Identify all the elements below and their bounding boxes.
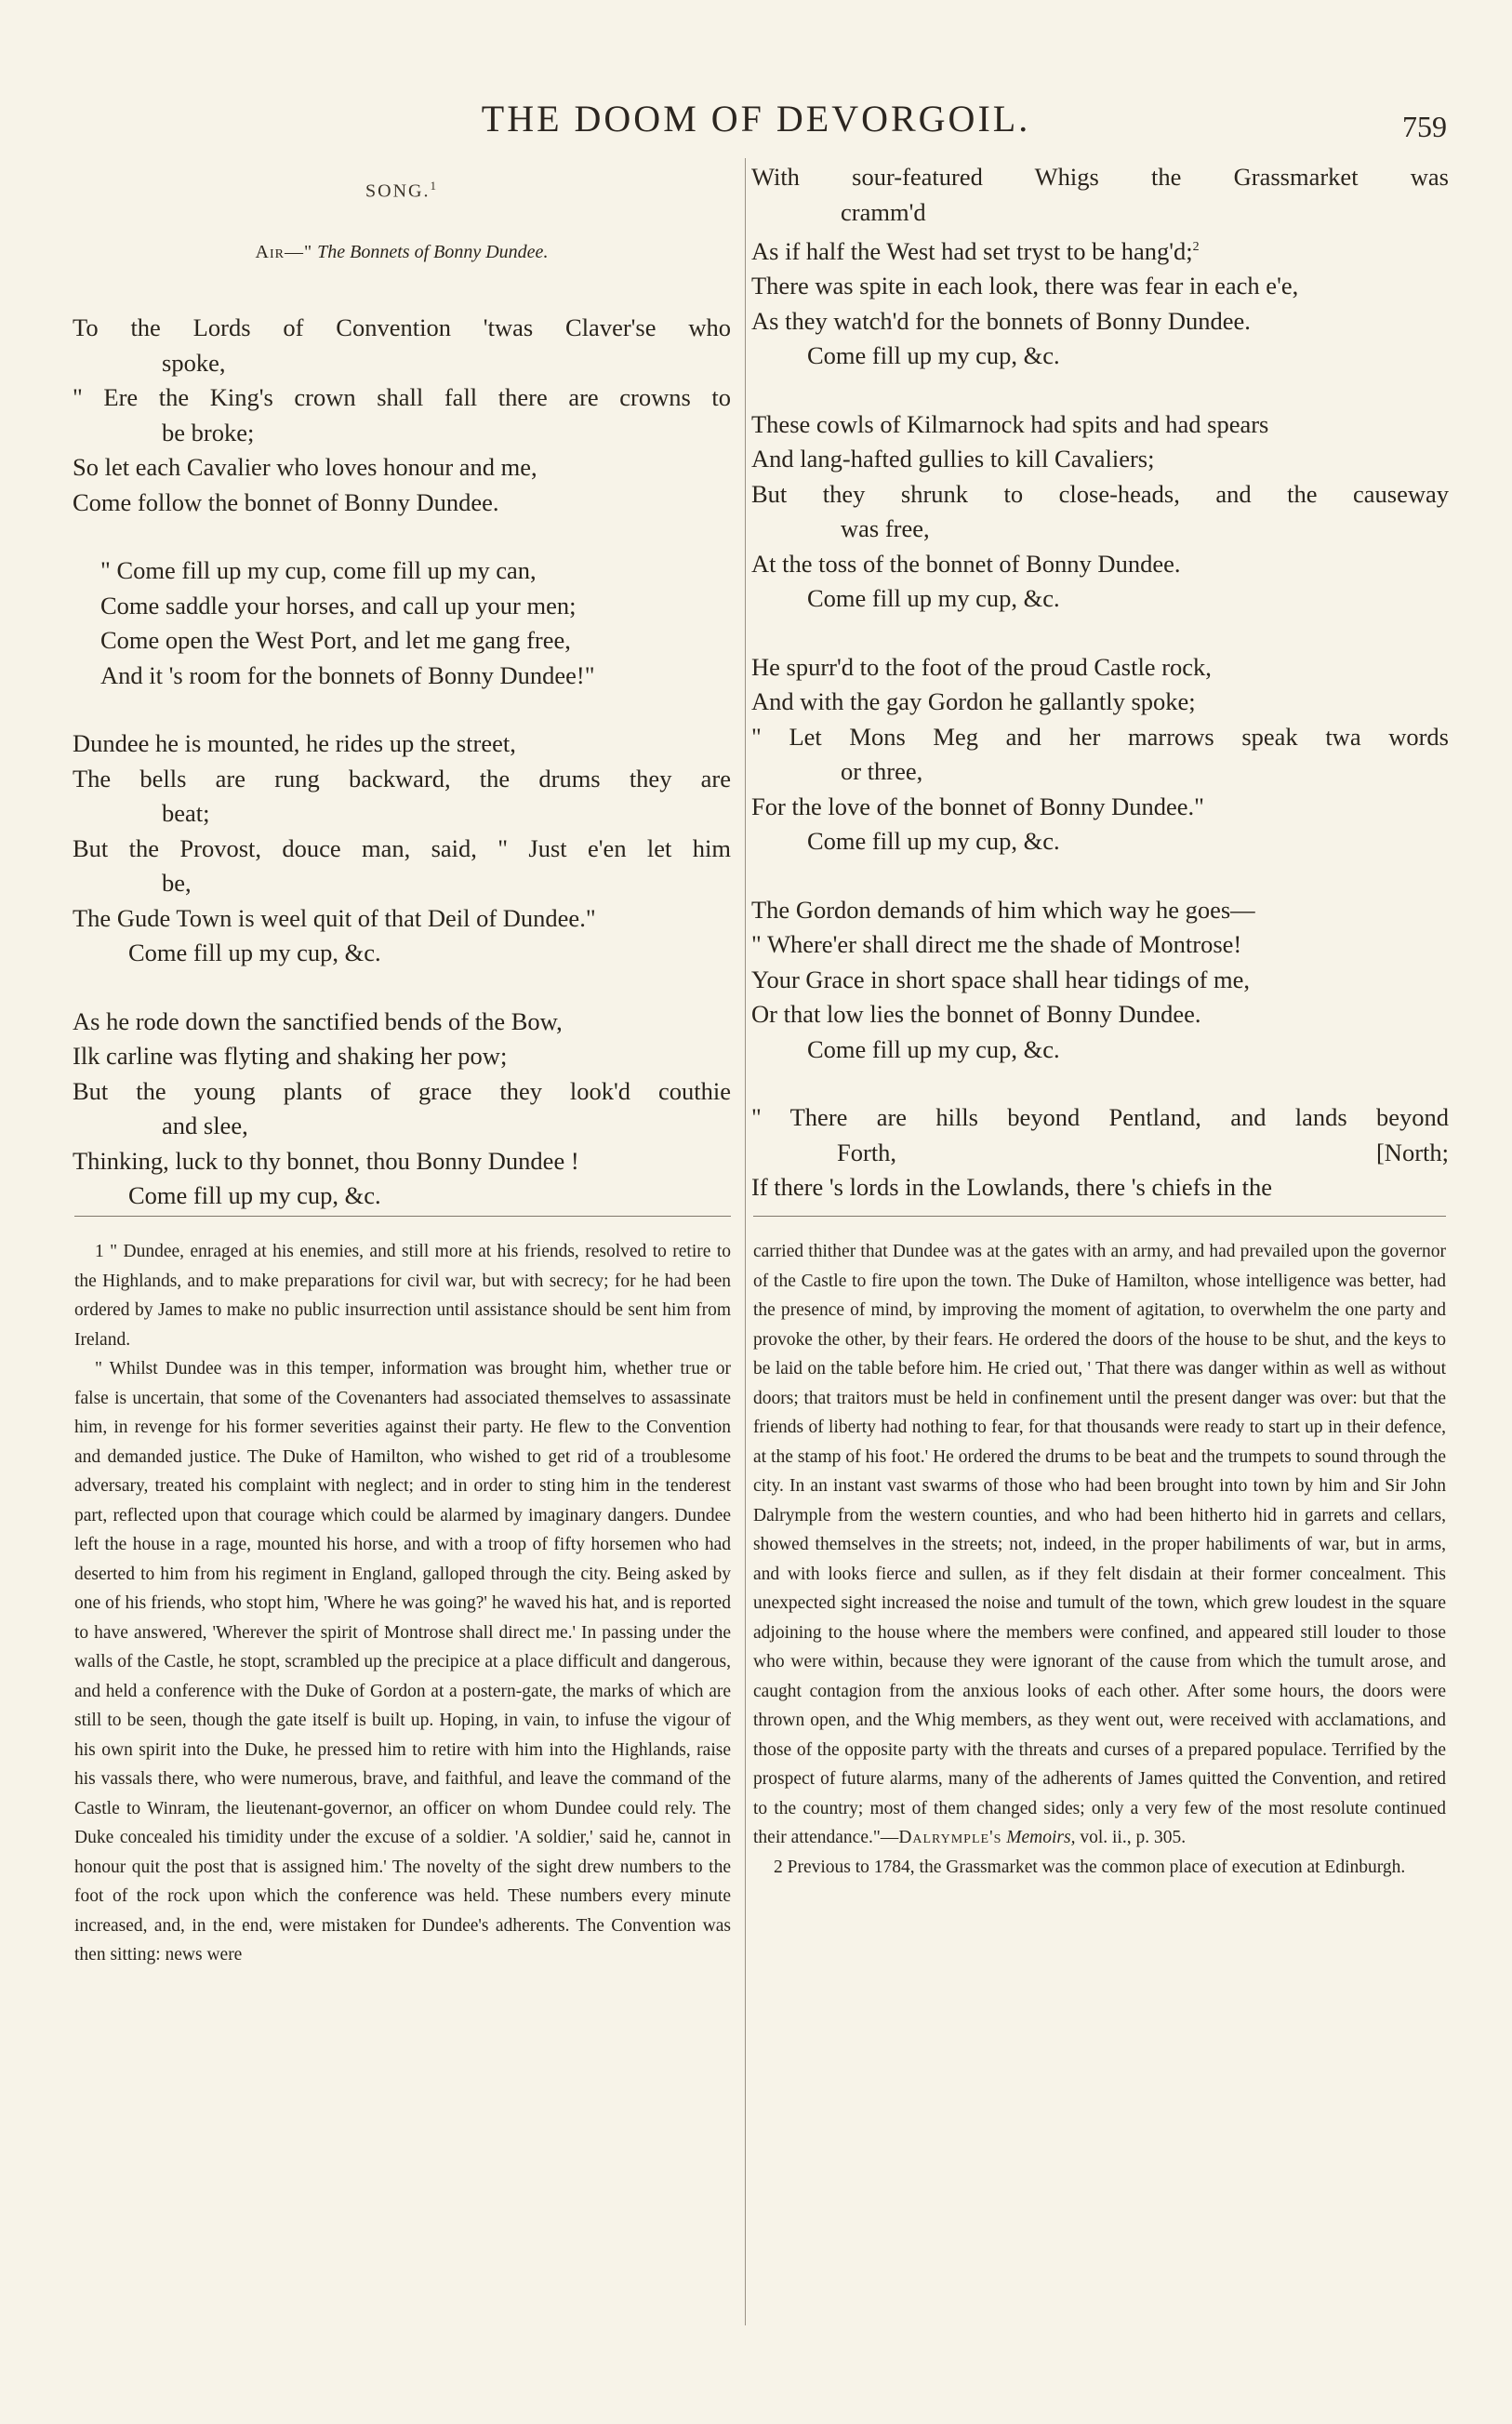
verse-line: " There are hills beyond Pentland, and lands beyond <box>751 1103 1449 1132</box>
verse-line: Ilk carline was flyting and shaking her pow; <box>73 1042 508 1070</box>
verse-line: He spurr'd to the foot of the proud Castle rock, <box>751 652 1212 681</box>
air-line <box>73 242 731 273</box>
verse-line: At the toss of the bonnet of Bonny Dundee. <box>751 549 1181 578</box>
verse-line: And lang-hafted gullies to kill Cavaliers; <box>751 445 1155 473</box>
verse-line: spoke, <box>162 348 226 377</box>
verse-line: Or that low lies the bonnet of Bonny Dundee. <box>751 1000 1201 1029</box>
verse-line: " Where'er shall direct me the shade of Montrose! <box>751 930 1242 959</box>
verse-line: " Come fill up my cup, come fill up my can, <box>100 556 537 584</box>
footnote-mark: 2 <box>1192 240 1200 254</box>
verse-line: cramm'd <box>841 197 926 226</box>
footnotes-right <box>753 1237 1446 1882</box>
verse-line: But the Provost, douce man, said, " Just e'en let him <box>73 833 731 862</box>
verse-line: So let each Cavalier who loves honour and me, <box>73 453 537 481</box>
verse <box>73 553 731 693</box>
verse-line: As he rode down the sanctified bends of the Bow, <box>73 1006 563 1035</box>
verse-line: The bells are rung backward, the drums they are <box>73 764 731 792</box>
verse-line: Come fill up my cup, &c. <box>807 341 1060 370</box>
verse-line: As they watch'd for the bonnets of Bonny Dundee. <box>751 306 1251 335</box>
footnote-citation: vol. ii., p. 305. <box>1080 1828 1187 1847</box>
footnote-text: carried thither that Dundee was at the gates with an army, and had prevailed upon the governor of the Castle to fire upon the town. The Duke of Hamilton, whose intelligence was better, had the presence of mind, by improving the moment of agitation, to overwhelm the one party and provoke the other, by their fears. He ordered the doors of the house to be shut, and the keys to be laid on the table before him. He cried out, ' That there was danger within as well as without doors; that traitors must be held in confinement until the present danger was over: but that the friends of liberty had nothing to fear, for that thousands were ready to start up in their defence, at the stamp of his foot.' He ordered the drums to be beat and the trumpets to sound through the city. In an instant vast swarms of those who had been brought into town by him and Sir John Dalrymple from the western counties, and who had been hitherto hid in garrets and cellars, showed themselves in the streets; not, indeed, in the proper habiliments of war, but in arms, and with looks fierce and sullen, as if they felt disdain at their former concealment. This unexpected sight increased the noise and tumult of the town, which grew loudest in the square adjoining to the house where the members were confined, and appeared still louder to those who were within, because they were ignorant of the cause from which the tumult arose, and caught contagion from the anxious looks of each other. After some hours, the doors were thrown open, and the Whig members, as they went out, were received with acclamations, and those of the opposite party with the threats and curses of a prepared populace. Terrified by the prospect of future alarms, many of the adherents of James quitted the Convention, and retired to the country; most of them changed sides; only a very few of the most resolute continued their attendance."— <box>753 1242 1446 1847</box>
verse-line: For the love of the bonnet of Bonny Dundee." <box>751 792 1204 820</box>
verse-line: " Ere the King's crown shall fall there are crowns to <box>73 383 731 411</box>
footnote-rule-left <box>74 1216 731 1217</box>
verse <box>73 726 731 971</box>
footnote-work-title: Memoirs, <box>1006 1828 1076 1847</box>
verse-line: Your Grace in short space shall hear tidings of me, <box>751 965 1251 993</box>
verse-line: Come fill up my cup, &c. <box>128 1181 381 1209</box>
verse-line: Thinking, luck to thy bonnet, thou Bonny Dundee ! <box>73 1146 579 1175</box>
running-title: THE DOOM OF DEVORGOIL. <box>481 98 1031 140</box>
verse <box>751 893 1449 1068</box>
song-heading-footnote-mark: 1 <box>430 179 438 193</box>
verse-line: Come fill up my cup, &c. <box>807 827 1060 856</box>
page-number: 759 <box>1402 110 1447 143</box>
air-title: The Bonnets of Bonny Dundee. <box>317 242 549 262</box>
verse-line: With sour-featured Whigs the Grassmarket was <box>751 163 1449 191</box>
verse-line: But they shrunk to close-heads, and the causeway <box>751 479 1449 508</box>
right-column <box>751 160 1449 1239</box>
verse <box>751 160 1449 374</box>
footnotes-left <box>74 1237 731 1970</box>
verse-line: " Let Mons Meg and her marrows speak twa words <box>751 722 1449 751</box>
footnote-author: Dalrymple's <box>898 1828 1002 1847</box>
verse-line: be broke; <box>162 418 255 446</box>
verse-line: Come fill up my cup, &c. <box>807 584 1060 613</box>
verse <box>751 1100 1449 1205</box>
verse-line: If there 's lords in the Lowlands, there 's chiefs in the <box>751 1173 1273 1202</box>
verse-line: Come saddle your horses, and call up your men; <box>100 591 577 619</box>
verse <box>73 1005 731 1214</box>
verse <box>73 311 731 520</box>
verse-line <box>751 230 1449 269</box>
verse-line-text: As if half the West had set tryst to be hang'd; <box>751 236 1193 265</box>
verse-line: The Gude Town is weel quit of that Deil of Dundee." <box>73 903 596 932</box>
verse-line: These cowls of Kilmarnock had spits and had spears <box>751 409 1269 438</box>
verse-line: was free, <box>841 514 930 543</box>
verse-line: Come fill up my cup, &c. <box>807 1034 1060 1063</box>
verse-line: But the young plants of grace they look'd couthie <box>73 1076 731 1105</box>
footnote-paragraph: " Whilst Dundee was in this temper, information was brought him, whether true or false is uncertain, that some of the Covenanters had associated themselves to assassinate him, in revenge for his former severities against their party. He flew to the Convention and demanded justice. The Duke of Hamilton, who wished to get rid of a troublesome adversary, treated his complaint with neglect; and in order to sting him in the tenderest part, reflected upon that courage which could be alarmed by imaginary dangers. Dundee left the house in a rage, mounted his horse, and with a troop of fifty horsemen who had deserted to him from his regiment in England, galloped through the city. Being asked by one of his friends, who stopt him, 'Where he was going?' he waved his hat, and is reported to have answered, 'Wherever the spirit of Montrose shall direct me.' In passing under the walls of the Castle, he stopt, scrambled up the precipice at a place difficult and dangerous, and held a conference with the Duke of Gordon at a postern-gate, the marks of which are still to be seen, though the gate itself is built up. Hoping, in vain, to infuse the vigour of his own spirit into the Duke, he pressed him to retire with him into the Highlands, raise his vassals there, who were numerous, brave, and faithful, and leave the command of the Castle to Winram, the lieutenant-governor, an officer on whom Dundee could rely. The Duke concealed his timidity under the excuse of a soldier. 'A soldier,' said he, cannot in honour quit the post that is assigned him.' The novelty of the sight drew numbers to the foot of the rock upon which the conference was held. These numbers every minute increased, and, in the end, were mistaken for Dundee's adherents. The Convention was then sitting: news were <box>74 1359 731 1965</box>
verse-line: Come follow the bonnet of Bonny Dundee. <box>73 487 499 516</box>
verse-line: Come fill up my cup, &c. <box>128 939 381 966</box>
verse-line: Come open the West Port, and let me gang free, <box>100 626 571 654</box>
verse-line: and slee, <box>162 1112 248 1139</box>
verse <box>751 407 1449 617</box>
verse-line: Dundee he is mounted, he rides up the street, <box>73 729 516 757</box>
verse-line <box>751 1136 1449 1171</box>
footnote-rule-right <box>753 1216 1446 1217</box>
verse-line: or three, <box>841 757 923 786</box>
verse-line: And it 's room for the bonnets of Bonny Dundee!" <box>100 660 595 689</box>
song-heading <box>73 179 731 206</box>
footnote-paragraph: 1 " Dundee, enraged at his enemies, and still more at his friends, resolved to retire to the Highlands, and to make preparations for civil war, but with secrecy; for he had been ordered by James to make no public insurrection until assistance should be sent him from Ireland. <box>74 1242 731 1350</box>
footnote-paragraph <box>753 1237 1446 1853</box>
left-column <box>73 160 731 1247</box>
verse-line: beat; <box>162 799 210 827</box>
verse-line: The Gordon demands of him which way he goes— <box>751 895 1255 924</box>
footnote-paragraph: 2 Previous to 1784, the Grassmarket was the common place of execution at Edinburgh. <box>774 1857 1406 1877</box>
verse-line: be, <box>162 869 192 897</box>
verse <box>751 650 1449 859</box>
verse-line: To the Lords of Convention 'twas Claver'se who <box>73 313 731 341</box>
verse-line-part: [North; <box>1375 1138 1449 1166</box>
air-label: Air—" <box>255 242 313 262</box>
verse-line: And with the gay Gordon he gallantly spoke; <box>751 687 1196 716</box>
verse-line-part: Forth, <box>837 1138 897 1166</box>
column-divider <box>745 158 746 2325</box>
verse-line: There was spite in each look, there was fear in each e'e, <box>751 272 1299 300</box>
song-heading-text: SONG. <box>365 180 431 202</box>
